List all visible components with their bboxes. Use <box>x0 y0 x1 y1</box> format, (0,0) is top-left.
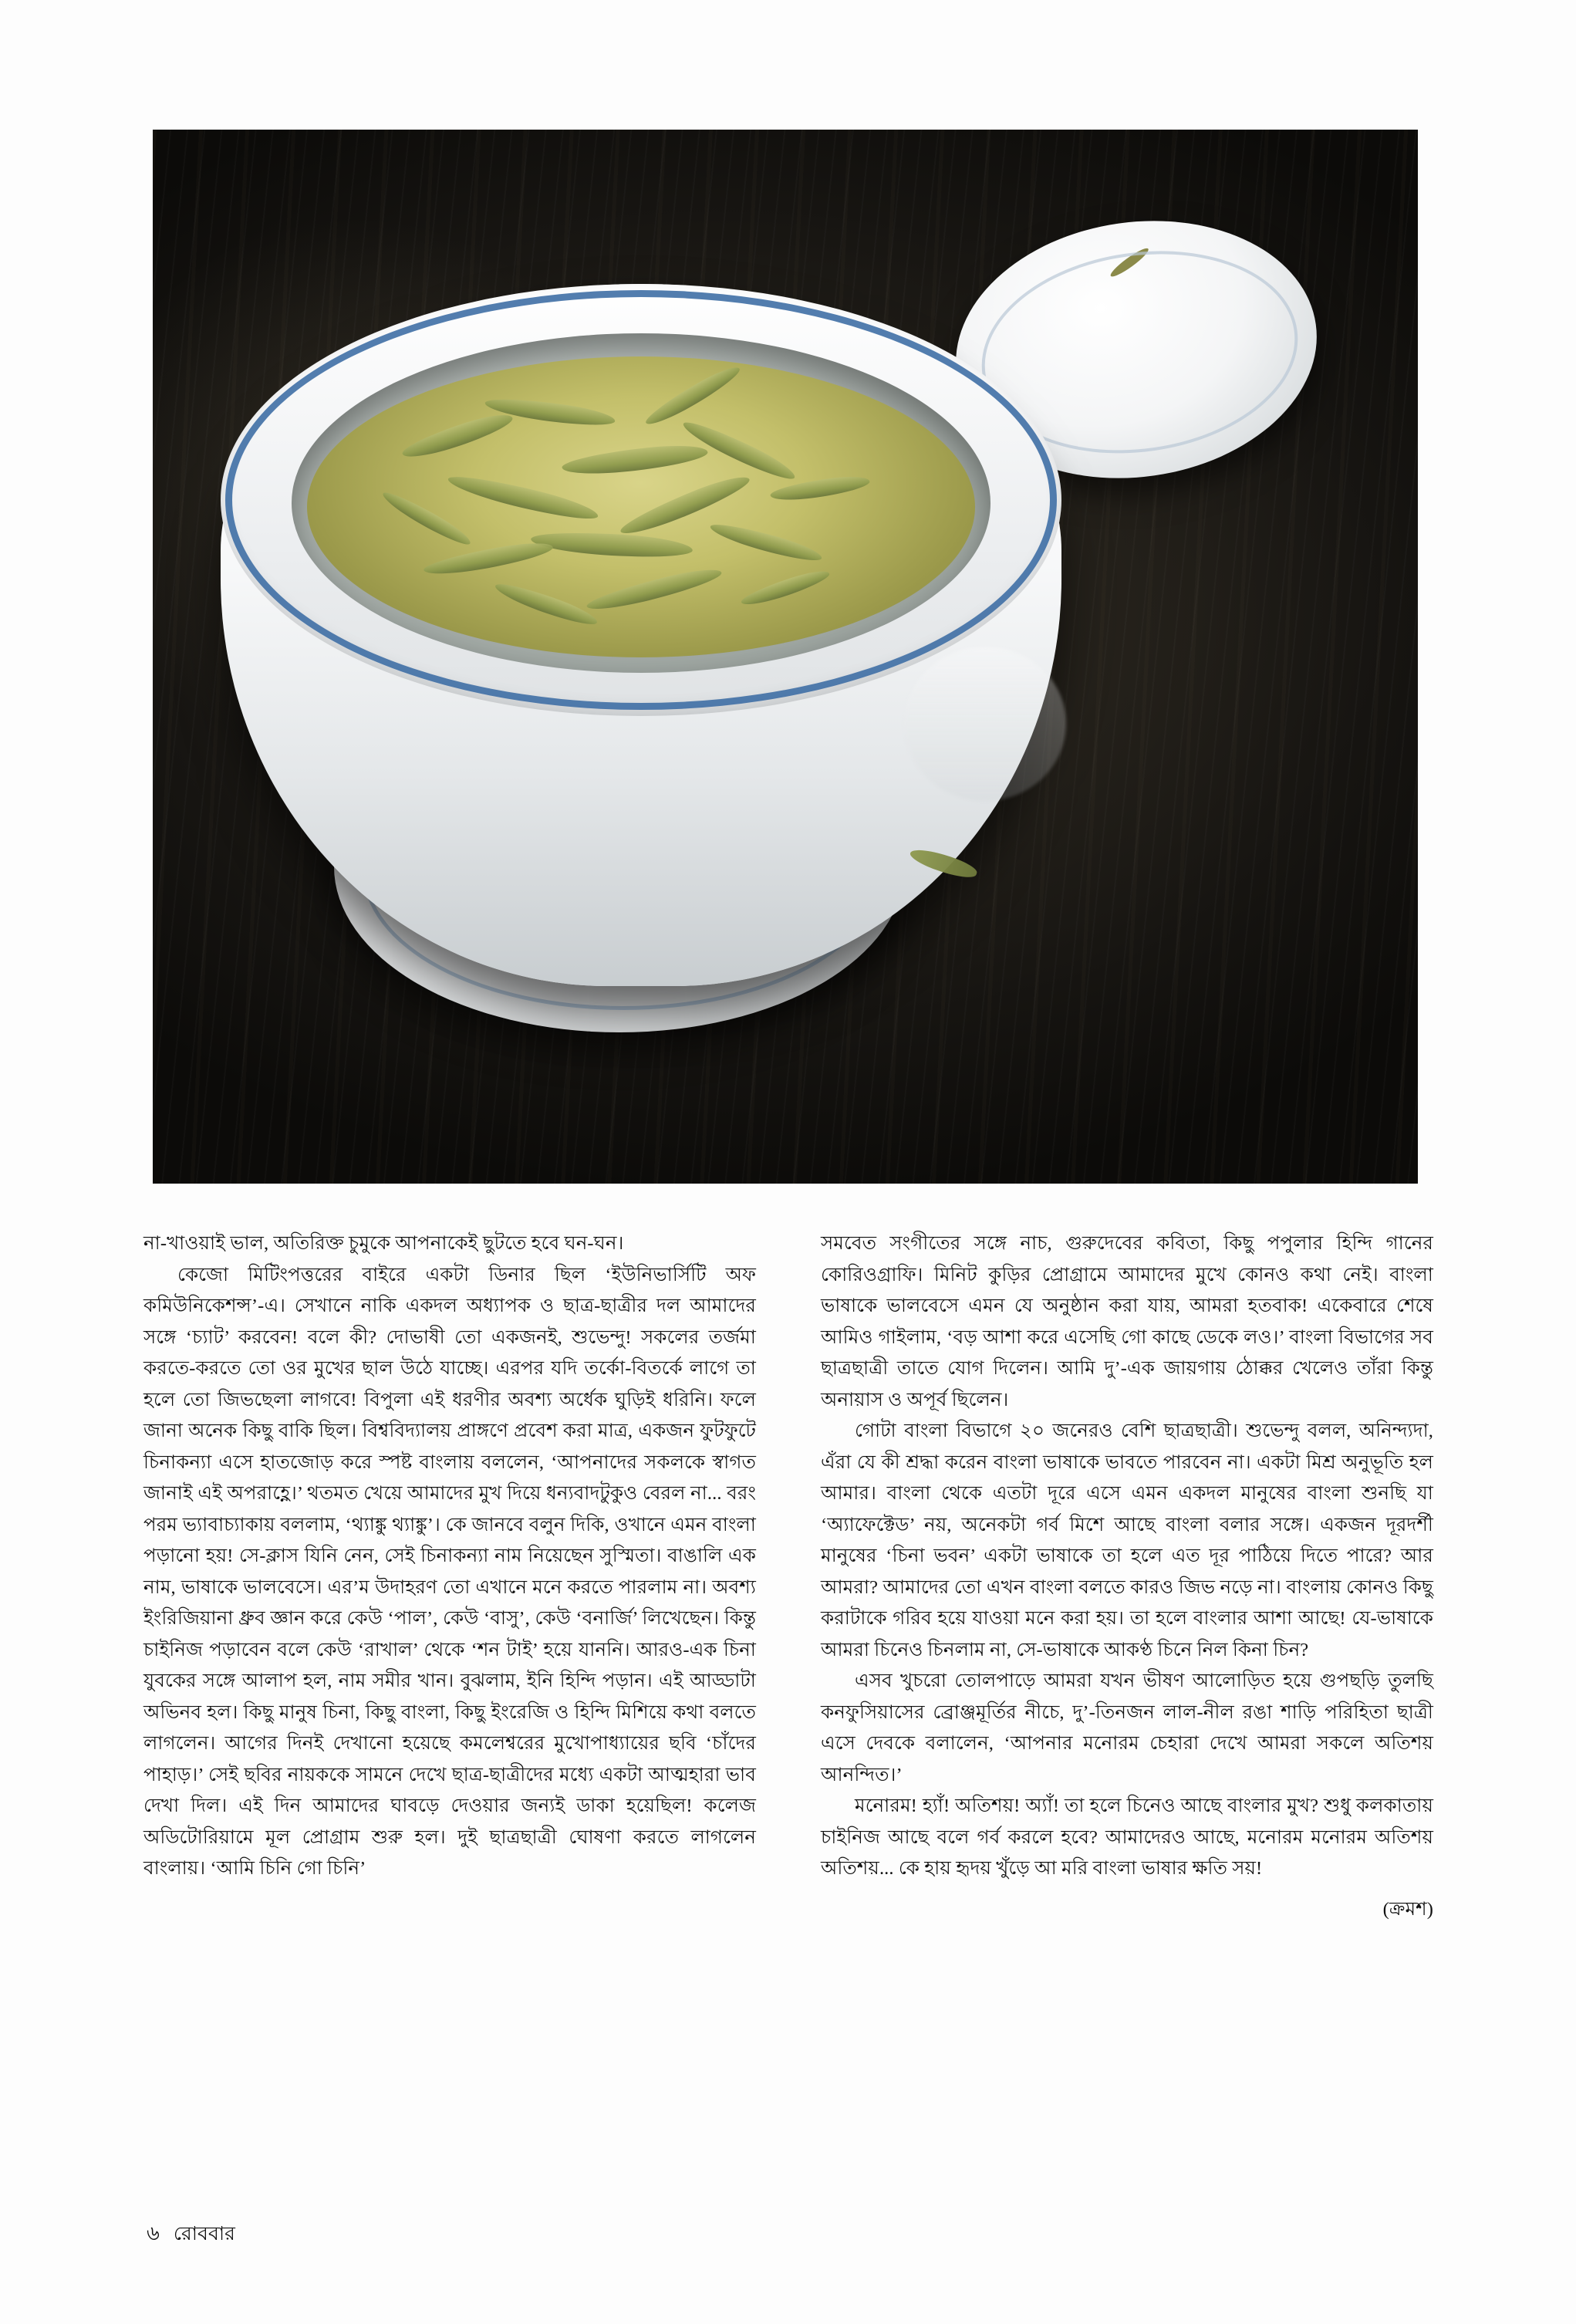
page-number: ৬ <box>147 2222 160 2245</box>
right-column <box>821 1228 1433 1925</box>
photo-background <box>153 130 1418 1184</box>
publication-name: রোববার <box>173 2224 235 2245</box>
tea-liquid <box>307 356 975 657</box>
page-footer <box>147 2218 235 2251</box>
paragraph: সমবেত সংগীতের সঙ্গে নাচ, গুরুদেবের কবিতা, কিছু পপুলার হিন্দি গানের কোরিওগ্রাফি। মিনিট কুড়ির প্রোগ্রামে আমাদের মুখে কোনও কথা নেই। বাংলা ভাষাকে ভালবেসে এমন যে অনুষ্ঠান করা যায়, আমরা হতবাক! একেবারে শেষে আমিও গাইলাম, ‘বড় আশা করে এসেছি গো কাছে ডেকে লও।’ বাংলা বিভাগের সব ছাত্রছাত্রী তাতে যোগ দিলেন। আমি দু’-এক জায়গায় ঠোক্কর খেলেও তাঁরা কিন্তু অনায়াস ও অপূর্ব ছিলেন। <box>821 1233 1433 1410</box>
paragraph: মনোরম! হ্যাঁ! অতিশয়! অ্যাঁ! তা হলে চিনেও আছে বাংলার মুখ? শুধু কলকাতায় চাইনিজ আছে বলে গর্ব করলে হবে? আমাদেরও আছে, মনোরম মনোরম অতিশয় অতিশয়... কে হায় হৃদয় খুঁড়ে আ মরি বাংলা ভাষার ক্ষতি সয়! <box>821 1795 1433 1879</box>
article-body <box>143 1228 1433 1925</box>
cup-side-highlight <box>904 647 1066 801</box>
article-photo <box>153 130 1418 1184</box>
to-be-continued: (ক্রমশ) <box>1382 1898 1433 1920</box>
paragraph: না-খাওয়াই ভাল, অতিরিক্ত চুমুকে আপনাকেই ছুটতে হবে ঘন-ঘন। <box>143 1233 624 1254</box>
paragraph: গোটা বাংলা বিভাগে ২০ জনেরও বেশি ছাত্রছাত্রী। শুভেন্দু বলল, অনিন্দ্যদা, এঁরা যে কী শ্রদ্ধা করেন বাংলা ভাষাকে ভাবতে পারবেন না। একটা মিশ্র অনুভূতি হল আমার। বাংলা থেকে এতটা দূরে এসে এমন একদল মানুষের বাংলা শুনছি যা ‘অ্যাফেক্টেড’ নয়, অনেকটা গর্ব মিশে আছে বাংলা বলার সঙ্গে। একজন দূরদর্শী মানুষের ‘চিনা ভবন’ একটা ভাষাকে তা হলে এত দূর পাঠিয়ে দিতে পারে? আর আমরা? আমাদের তো এখন বাংলা বলতে কারও জিভ নড়ে না। বাংলায় কোনও কিছু করাটাকে গরিব হয়ে যাওয়া মনে করা হয়। তা হলে বাংলার আশা আছে! যে-ভাষাকে আমরা চিনেও চিনলাম না, সে-ভাষাকে আকণ্ঠ চিনে নিল কিনা চিন? <box>821 1420 1433 1660</box>
paragraph: কেজো মিটিংপত্তরের বাইরে একটা ডিনার ছিল ‘ইউনিভার্সিটি অফ কমিউনিকেশন্স’-এ। সেখানে নাকি একদল অধ্যাপক ও ছাত্র-ছাত্রীর দল আমাদের সঙ্গে ‘চ্যাট’ করবেন! বলে কী? দোভাষী তো একজনই, শুভেন্দু! সকলের তর্জমা করতে-করতে তো ওর মুখের ছাল উঠে যাচ্ছে। এরপর যদি তর্কো-বিতর্কে লাগে তা হলে তো জিভছেলা লাগবে! বিপুলা এই ধরণীর অবশ্য অর্ধেক ঘুড়িই ধরিনি। ফলে জানা অনেক কিছু বাকি ছিল। বিশ্ববিদ্যালয় প্রাঙ্গণে প্রবেশ করা মাত্র, একজন ফুটফুটে চিনাকন্যা এসে হাতজোড় করে স্পষ্ট বাংলায় বললেন, ‘আপনাদের সকলকে স্বাগত জানাই এই অপরাহ্ণে।’ থতমত খেয়ে আমাদের মুখ দিয়ে ধন্যবাদটুকুও বেরল না... বরং পরম ভ্যাবাচ্যাকায় বললাম, ‘থ্যাঙ্কু থ্যাঙ্কু’। কে জানবে বলুন দিকি, ওখানে এমন বাংলা পড়ানো হয়! সে-ক্লাস যিনি নেন, সেই চিনাকন্যা নাম নিয়েছেন সুস্মিতা। বাঙালি এক নাম, ভাষাকে ভালবেসে। এর’ম উদাহরণ তো এখানে মনে করতে পারলাম না। অবশ্য ইংরিজিয়ানা ধ্রুব জ্ঞান করে কেউ ‘পাল’, কেউ ‘বাসু’, কেউ ‘বনার্জি’ লিখেছেন। কিন্তু চাইনিজ পড়াবেন বলে কেউ ‘রাখাল’ থেকে ‘শন টাই’ হয়ে যাননি। আরও-এক চিনা যুবকের সঙ্গে আলাপ হল, নাম সমীর খান। বুঝলাম, ইনি হিন্দি পড়ান। এই আড্ডাটা অভিনব হল। কিছু মানুষ চিনা, কিছু বাংলা, কিছু ইংরেজি ও হিন্দি মিশিয়ে কথা বলতে লাগলেন। আগের দিনই দেখানো হয়েছে কমলেশ্বরের মুখোপাধ্যায়ের ছবি ‘চাঁদের পাহাড়।’ সেই ছবির নায়ককে সামনে দেখে ছাত্র-ছাত্রীদের মধ্যে একটা আত্মহারা ভাব দেখা দিল। এই দিন আমাদের ঘাবড়ে দেওয়ার জন্যই ডাকা হয়েছিল! কলেজ অডিটোরিয়ামে মূল প্রোগ্রাম শুরু হল। দুই ছাত্রছাত্রী ঘোষণা করতে লাগলেন বাংলায়। ‘আমি চিনি গো চিনি’ <box>143 1264 756 1879</box>
left-column <box>143 1228 756 1925</box>
cup-interior <box>292 333 990 673</box>
paragraph: এসব খুচরো তোলপাড়ে আমরা যখন ভীষণ আলোড়িত হয়ে গুপছড়ি তুলছি কনফুসিয়াসের ব্রোঞ্জমূর্তির নীচে, দু’-তিনজন লাল-নীল রঙা শাড়ি পরিহিতা ছাত্রী এসে দেবকে বলালেন, ‘আপনার মনোরম চেহারা দেখে আমরা সকলে অতিশয় আনন্দিত।’ <box>821 1670 1433 1785</box>
lid-tea-leaf <box>1108 245 1151 280</box>
